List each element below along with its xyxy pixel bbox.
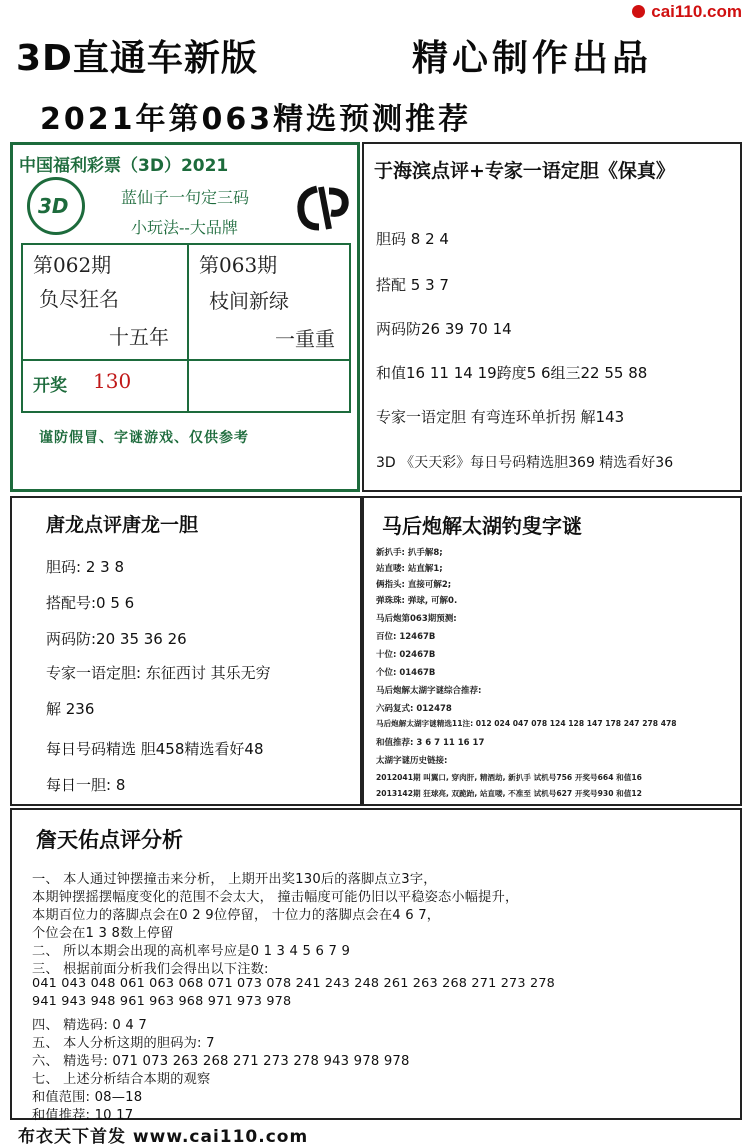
yuhaibin-line: 胆码 8 2 4 <box>376 230 449 248</box>
analysis-line: 041 043 048 061 063 068 071 073 078 241 243 248 261 263 268 271 273 278 <box>32 976 556 991</box>
yuhaibin-line: 专家一语定胆 有弯连环单折拐 解143 <box>376 408 625 426</box>
tanglong-line: 专家一语定胆: 东征西讨 其乐无穷 <box>46 664 271 682</box>
analysis-line: 六、 精选号: 071 073 263 268 271 273 278 943 978 978 <box>32 1054 410 1069</box>
yuhaibin-line: 和值16 11 14 19跨度5 6组三22 55 88 <box>376 364 648 382</box>
3d-logo-text: 3D <box>38 194 69 218</box>
expert-box-zhantianyou <box>10 808 742 1123</box>
yuhaibin-line: 3D 《天天彩》每日号码精选胆369 精选看好36 <box>376 455 674 471</box>
lottery-cp-icon <box>295 183 349 233</box>
mahoupao-line: 和值推荐: 3 6 7 11 16 17 <box>376 738 485 748</box>
analysis-line: 941 943 948 961 963 968 971 973 978 <box>32 994 292 1009</box>
green-panel <box>10 142 360 492</box>
issue-grid <box>21 243 351 413</box>
tanglong-line: 每日一胆: 8 <box>46 776 126 794</box>
mahoupao-line: 2012041期 叫翼口, 穿肉肝, 精酒劫, 新扒手 试机号756 开奖号664 和值16 <box>376 773 642 782</box>
analysis-line: 和值范围: 08—18 <box>32 1090 143 1105</box>
logo-ball-icon <box>632 5 645 18</box>
grid-divider-h <box>23 359 349 361</box>
prev-issue-phrase: 负尽狂名 <box>39 287 119 311</box>
green-panel-footer: 谨防假冒、字谜游戏、仅供参考 <box>39 430 249 446</box>
prev-issue-label: 第062期 <box>33 253 112 277</box>
grid-divider-v <box>187 245 189 411</box>
yuhaibin-line: 两码防26 39 70 14 <box>376 320 512 338</box>
analysis-line: 本期钟摆摇摆幅度变化的范围不会太大， 撞击幅度可能仍旧以平稳姿态小幅提升， <box>32 890 519 905</box>
analysis-line: 一、 本人通过钟摆撞击来分析， 上期开出奖130后的落脚点立3字， <box>32 872 437 887</box>
header-title-right: 精心制作出品 <box>412 38 653 79</box>
cur-issue-hint: 一重重 <box>275 327 335 351</box>
cur-issue-label: 第063期 <box>199 253 278 277</box>
3d-logo-icon <box>27 177 85 235</box>
analysis-line: 四、 精选码: 0 4 7 <box>32 1018 147 1033</box>
tanglong-title: 唐龙点评唐龙一胆 <box>46 514 199 536</box>
analysis-line: 三、 根据前面分析我们会得出以下注数: <box>32 962 269 977</box>
green-slogan-1: 蓝仙子一句定三码 <box>121 188 250 207</box>
yuhaibin-line: 搭配 5 3 7 <box>376 276 449 294</box>
mahoupao-line: 六码复式: 012478 <box>376 704 452 714</box>
mahoupao-line: 2013142期 狂球亮, 双跪跆, 站直喽, 不准至 试机号627 开奖号930 和值12 <box>376 789 642 798</box>
analysis-line: 个位会在1 3 8数上停留 <box>32 926 174 941</box>
mahoupao-line: 新扒手: 扒手解8; <box>376 548 443 558</box>
green-panel-title: 中国福利彩票（3D）2021 <box>19 156 229 176</box>
site-logo[interactable] <box>632 2 742 22</box>
mahoupao-line: 站直喽: 站直解1; <box>376 564 443 574</box>
site-logo-text: cai110.com <box>651 2 742 21</box>
header-subtitle: 2021年第063精选预测推荐 <box>40 102 472 137</box>
mahoupao-line: 俩指头: 直接可解2; <box>376 580 452 590</box>
prev-issue-hint: 十五年 <box>109 325 169 349</box>
tanglong-line: 胆码: 2 3 8 <box>46 558 124 576</box>
tanglong-line: 搭配号:0 5 6 <box>46 594 135 612</box>
expert-box-mahoupao <box>362 496 742 806</box>
analysis-line: 五、 本人分析这期的胆码为: 7 <box>32 1036 215 1051</box>
analysis-line: 本期百位力的落脚点会在0 2 9位停留， 十位力的落脚点会在4 6 7， <box>32 908 441 923</box>
draw-value: 130 <box>93 369 132 393</box>
zhantianyou-title: 詹天佑点评分析 <box>36 827 183 852</box>
expert-box-yuhaibin <box>362 142 742 492</box>
header-title-left: 3D直通车新版 <box>16 38 258 79</box>
mahoupao-line: 十位: 02467B <box>376 650 436 660</box>
analysis-line: 和值推荐: 10 17 <box>32 1108 134 1123</box>
green-slogan-2: 小玩法--大品牌 <box>131 218 238 237</box>
mahoupao-line: 马后炮解太湖字谜精选11注: 012 024 047 078 124 128 147 178 247 278 478 <box>376 719 677 728</box>
mahoupao-line: 马后炮第063期预测: <box>376 614 457 624</box>
footer-credit[interactable]: 布衣天下首发 www.cai110.com <box>18 1127 309 1147</box>
mahoupao-line: 百位: 12467B <box>376 632 436 642</box>
mahoupao-title: 马后炮解太湖钓叟字谜 <box>382 514 582 538</box>
mahoupao-line: 马后炮解太湖字谜综合推荐: <box>376 686 482 696</box>
yuhaibin-title: 于海滨点评+专家一语定胆《保真》 <box>374 160 675 182</box>
tanglong-line: 解 236 <box>46 700 95 718</box>
expert-box-tanglong <box>10 496 362 806</box>
cur-issue-phrase: 枝间新绿 <box>209 289 289 313</box>
analysis-line: 七、 上述分析结合本期的观察 <box>32 1072 211 1087</box>
analysis-line: 二、 所以本期会出现的高机率号应是0 1 3 4 5 6 7 9 <box>32 944 351 959</box>
mahoupao-line: 个位: 01467B <box>376 668 436 678</box>
mahoupao-line: 太湖字谜历史链接: <box>376 756 448 766</box>
mahoupao-line: 弹珠珠: 弹球, 可解0. <box>376 596 458 606</box>
draw-label: 开奖 <box>33 376 67 396</box>
tanglong-line: 两码防:20 35 36 26 <box>46 630 187 648</box>
tanglong-line: 每日号码精选 胆458精选看好48 <box>46 740 264 758</box>
